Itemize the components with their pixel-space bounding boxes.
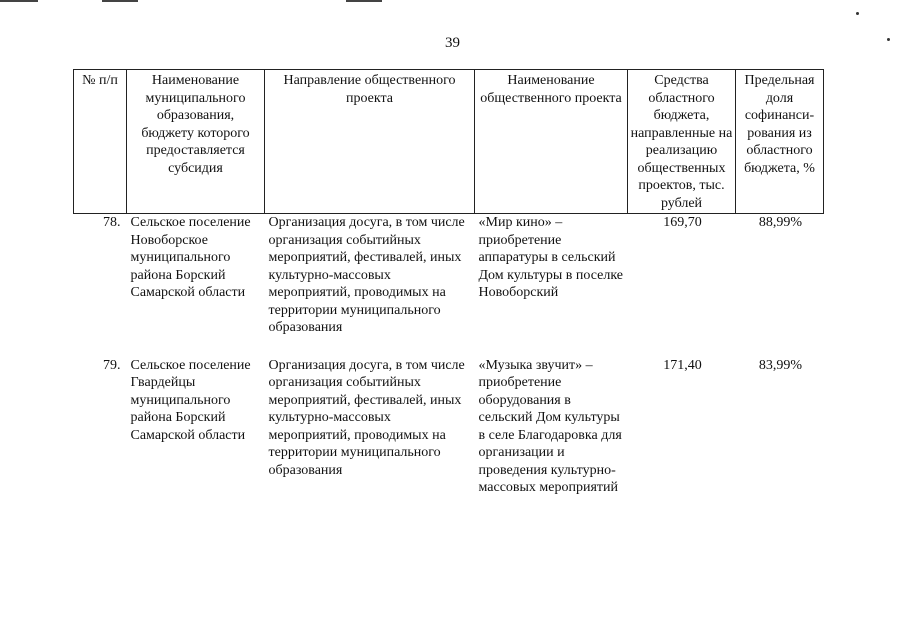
row-municipality: Сельское поселение Гвардейцы муниципального района Борский Самарской области xyxy=(130,357,251,443)
row-direction: Организация досуга, в том числе организация событийных мероприятий, фестивалей, иных культурно-массовых мероприятий, проводимых на территории муниципального образования xyxy=(268,215,465,335)
header-project: Наименование общественного проекта xyxy=(475,70,628,214)
row-municipality: Сельское поселение Новоборское муниципального района Борский Самарской области xyxy=(130,215,251,300)
table-row xyxy=(74,214,824,357)
header-municipality: Наименование муниципального образования, бюджету которого предоставляется субсидия xyxy=(127,70,265,214)
scan-artifact-line xyxy=(102,0,138,2)
row-project: «Мир кино» – приобретение аппаратуры в сельский Дом культуры в поселке Новоборский xyxy=(478,215,624,300)
subsidy-table xyxy=(73,69,824,497)
row-funds: 169,70 xyxy=(663,215,702,230)
row-share: 83,99% xyxy=(758,357,803,373)
table-row xyxy=(74,357,824,497)
row-funds: 171,40 xyxy=(663,357,702,373)
row-number: 78. xyxy=(103,215,121,230)
header-funds: Средства областного бюджета, направленные на реализацию общественных проектов, тыс. рублей xyxy=(628,70,736,214)
header-direction: Направление общественного проекта xyxy=(265,70,475,214)
scan-artifact-line xyxy=(346,0,382,2)
header-share: Предельная доля софинанси-рования из областного бюджета, % xyxy=(736,70,824,214)
scan-artifact-dot xyxy=(856,12,859,15)
row-direction: Организация досуга, в том числе организация событийных мероприятий, фестивалей, иных культурно-массовых мероприятий, проводимых на территории муниципального образования xyxy=(268,357,465,478)
header-number: № п/п xyxy=(74,70,127,214)
row-share: 88,99% xyxy=(758,215,803,230)
row-project: «Музыка звучит» – приобретение оборудования в сельский Дом культуры в селе Благодаровка для организации и проведения культурно-массовых мероприятий xyxy=(478,357,622,495)
row-number: 79. xyxy=(103,357,121,373)
table-header-row xyxy=(74,70,824,214)
scan-artifact-line xyxy=(0,0,38,2)
page-number: 39 xyxy=(445,35,460,51)
